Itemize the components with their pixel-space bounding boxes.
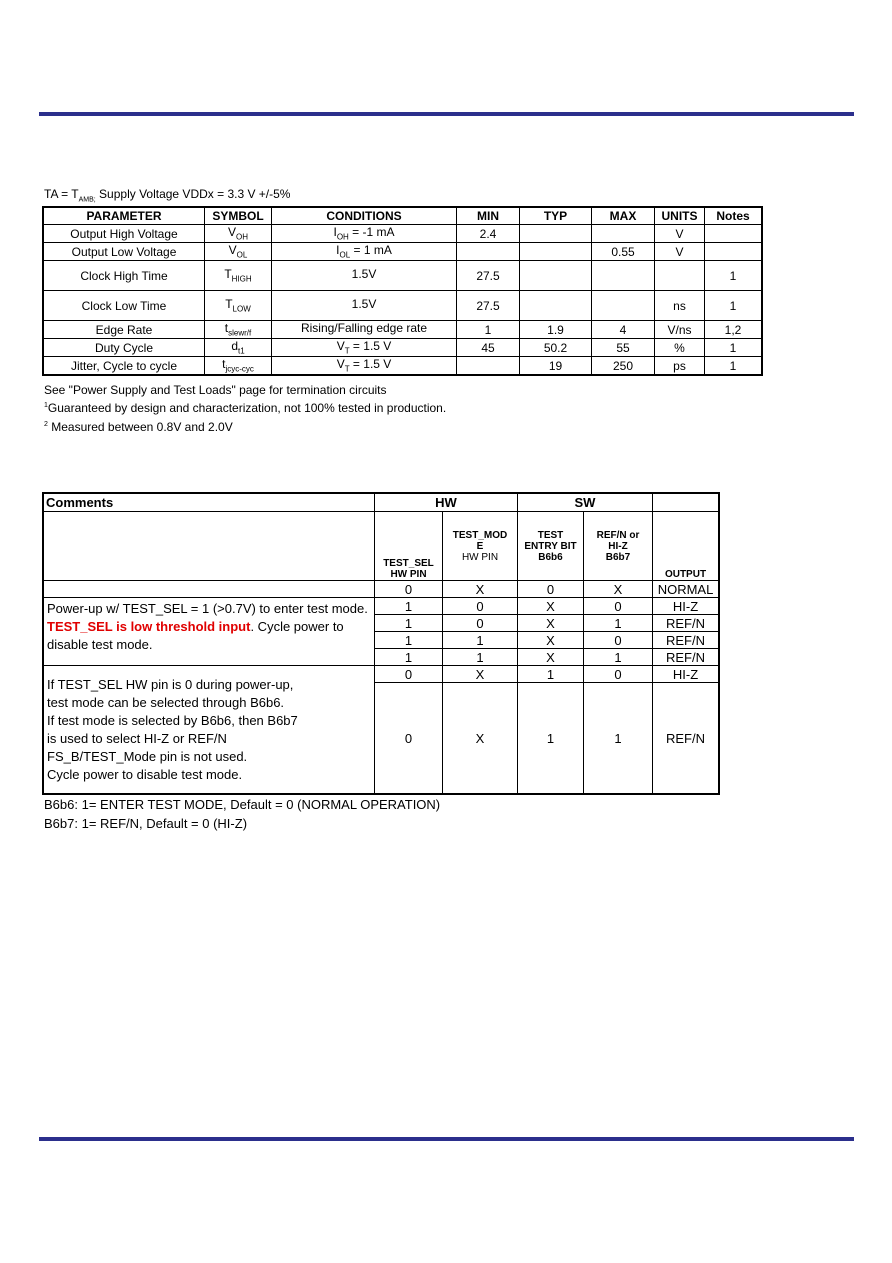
cell: REF/N [653,649,720,666]
cell-min: 45 [457,339,520,357]
test-mode-table [42,492,720,795]
table-row [43,598,719,615]
table-header-row [43,493,719,512]
header-sw: SW [518,493,653,512]
cell: 1 [375,649,443,666]
cell-notes [705,243,763,261]
cell-typ [520,225,592,243]
cell-min: 27.5 [457,261,520,291]
cell: REF/N [653,683,720,795]
header-blank [653,493,720,512]
cell-param: Duty Cycle [43,339,205,357]
cell-conditions: $V_T = 1.5$ V [272,339,457,357]
cell-typ [520,291,592,321]
cell: HI-Z [653,598,720,615]
table-row [43,261,762,291]
header-notes: Notes [705,207,763,225]
cell-notes: 1 [705,291,763,321]
cell-notes: 1 [705,339,763,357]
cell: 1 [443,649,518,666]
cell-symbol: $d_{t1}$ [205,339,272,357]
cell: 0 [584,666,653,683]
cell-param: Jitter, Cycle to cycle [43,357,205,376]
cell: X [443,581,518,598]
cell-units: V [655,225,705,243]
cell: X [443,683,518,795]
header-typ: TYP [520,207,592,225]
cell-units: ps [655,357,705,376]
cell-notes: 1 [705,357,763,376]
cell-max: 55 [592,339,655,357]
cell-param: Edge Rate [43,321,205,339]
cell-typ [520,243,592,261]
termination-note: See "Power Supply and Test Loads" page for termination circuits [44,383,387,397]
cell-max: 0.55 [592,243,655,261]
cell: 0 [375,581,443,598]
table-row [43,321,762,339]
comment-register: If TEST_SEL HW pin is 0 during power-up, test mode can be selected through B6b6. If test mode is selected by B6b6, then B6b7 is used to select HI-Z or REF/N FS_B/TEST_Mode pin is not used. Cycle power to disable test mode. [43,666,375,795]
cell-min [457,357,520,376]
cell-units: % [655,339,705,357]
table-row [43,339,762,357]
cell-conditions: Rising/Falling edge rate [272,321,457,339]
cell: 1 [584,649,653,666]
cell-symbol: $V_{OH}$ [205,225,272,243]
header-test-mode: TEST_MOD E HW PIN [443,512,518,581]
cell-min: 2.4 [457,225,520,243]
cell: 0 [375,666,443,683]
cell-notes: 1,2 [705,321,763,339]
cell: X [518,598,584,615]
cell-units: V [655,243,705,261]
footer-note-b6b6: B6b6: 1= ENTER TEST MODE, Default = 0 (NORMAL OPERATION) [44,797,441,812]
table-row [43,666,719,683]
cell: 0 [443,598,518,615]
cell-param: Output High Voltage [43,225,205,243]
column-header-row [43,512,719,581]
header-hw: HW [375,493,518,512]
cell-units [655,261,705,291]
table-header-row [43,207,762,225]
cell-symbol: $t_{slewr/f}$ [205,321,272,339]
cell-typ: 50.2 [520,339,592,357]
header-test-sel: TEST_SEL HW PIN [375,512,443,581]
header-parameter: PARAMETER [43,207,205,225]
cell-min: 1 [457,321,520,339]
cell: 1 [375,598,443,615]
cell: X [584,581,653,598]
table-row [43,225,762,243]
test-conditions: TA = $T_{AMB;}$ Supply Voltage VDDx = 3.3 V +/-5% [44,187,291,204]
cell: 1 [584,683,653,795]
cell: 0 [518,581,584,598]
cell-param: Clock Low Time [43,291,205,321]
blank-cell [43,512,375,581]
cell-min: 27.5 [457,291,520,321]
cell-max [592,261,655,291]
header-test-entry: TEST ENTRY BIT B6b6 [518,512,584,581]
cell: 0 [584,598,653,615]
header-output: OUTPUT [653,512,720,581]
cell-max [592,291,655,321]
table-row [43,291,762,321]
cell: 1 [518,683,584,795]
header-max: MAX [592,207,655,225]
electrical-characteristics-table [42,206,763,376]
footnote-2: $^2$ Measured between 0.8V and 2.0V [44,420,233,434]
cell-conditions: $V_T = 1.5$ V [272,357,457,376]
cell-typ: 19 [520,357,592,376]
bottom-rule [39,1137,854,1141]
cell: 1 [584,615,653,632]
cell: X [518,649,584,666]
cell-param: Output Low Voltage [43,243,205,261]
cell-symbol: $V_{OL}$ [205,243,272,261]
blank-cell [43,581,375,598]
cell: 1 [443,632,518,649]
cell-symbol: $T_{HIGH}$ [205,261,272,291]
cell: 1 [518,666,584,683]
cell-conditions: $I_{OH} = -1$ mA [272,225,457,243]
cell: 1 [375,632,443,649]
cell-min [457,243,520,261]
table-row [43,243,762,261]
cell: 1 [375,615,443,632]
cell-param: Clock High Time [43,261,205,291]
cell-units: ns [655,291,705,321]
cell-notes [705,225,763,243]
table-row [43,357,762,376]
cell-typ [520,261,592,291]
cell-max [592,225,655,243]
footnote-1: $^1$Guaranteed by design and characterization, not 100% tested in production. [44,401,447,415]
cell: NORMAL [653,581,720,598]
header-refn: REF/N or HI-Z B6b7 [584,512,653,581]
cell-conditions: 1.5V [272,261,457,291]
cell-notes: 1 [705,261,763,291]
footer-note-b6b7: B6b7: 1= REF/N, Default = 0 (HI-Z) [44,816,248,831]
cell: REF/N [653,632,720,649]
comment-test-sel: Power-up w/ TEST_SEL = 1 (>0.7V) to enter test mode. TEST_SEL is low threshold input. Cycle power to disable test mode. [43,598,375,666]
top-rule [39,112,854,116]
cell: 0 [375,683,443,795]
table-row [43,581,719,598]
cell: X [518,632,584,649]
cell-symbol: $t_{jcyc-cyc}$ [205,357,272,376]
header-min: MIN [457,207,520,225]
cell: 0 [443,615,518,632]
cell-max: 250 [592,357,655,376]
cell-symbol: $T_{LOW}$ [205,291,272,321]
header-symbol: SYMBOL [205,207,272,225]
cell: 0 [584,632,653,649]
header-conditions: CONDITIONS [272,207,457,225]
cell-units: V/ns [655,321,705,339]
cell-typ: 1.9 [520,321,592,339]
cell: HI-Z [653,666,720,683]
header-comments: Comments [43,493,375,512]
cell: X [443,666,518,683]
cell-max: 4 [592,321,655,339]
cell-conditions: 1.5V [272,291,457,321]
header-units: UNITS [655,207,705,225]
cell: REF/N [653,615,720,632]
cell-conditions: $I_{OL} = 1$ mA [272,243,457,261]
cell: X [518,615,584,632]
